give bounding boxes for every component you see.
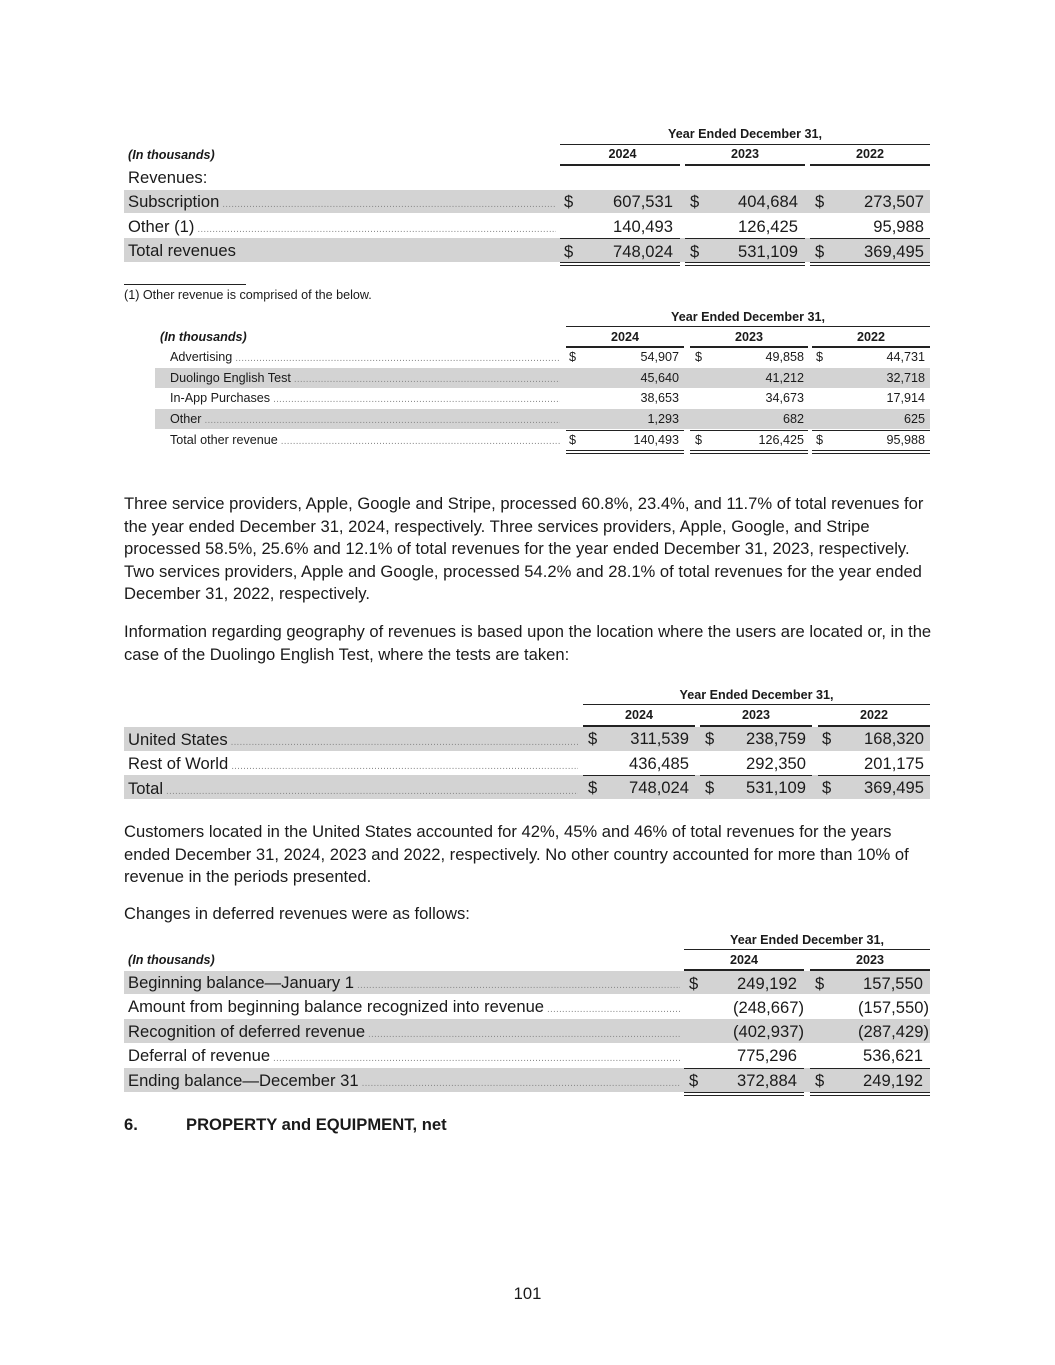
row-label: Other (1) ..... <box>128 217 556 237</box>
year-header: 2023 <box>734 330 764 344</box>
units-label: (In thousands) <box>128 148 215 162</box>
table-cell: 49,858 <box>765 350 804 364</box>
year-header: 2024 <box>624 708 654 722</box>
dollar-sign: $ <box>815 974 825 993</box>
dollar-sign: $ <box>822 729 832 748</box>
footnote: (1) Other revenue is comprised of the below. <box>124 288 372 302</box>
table-cell: 95,988 <box>873 217 924 236</box>
table-cell: 625 <box>903 412 925 426</box>
table-cell: 126,425 <box>758 433 804 447</box>
table-cell: 531,109 <box>738 242 798 261</box>
row-label: Total revenues <box>128 241 236 260</box>
dollar-sign: $ <box>822 778 832 797</box>
table-cell: 126,425 <box>738 217 798 236</box>
dollar-sign: $ <box>695 433 703 447</box>
table-cell: 54,907 <box>640 350 679 364</box>
table-header: Year Ended December 31, <box>670 310 825 324</box>
table-cell: 748,024 <box>613 242 673 261</box>
table-cell: 249,192 <box>737 974 797 993</box>
year-header: 2023 <box>855 953 885 967</box>
table-cell: 607,531 <box>613 192 673 211</box>
paragraph-deferred-intro: Changes in deferred revenues were as follows: <box>124 904 470 923</box>
table-cell: 369,495 <box>864 242 924 261</box>
year-header: 2024 <box>610 330 640 344</box>
row-label: Amount from beginning balance recognized into revenue ..... <box>128 997 680 1017</box>
table-cell: 536,621 <box>863 1046 923 1065</box>
table-cell: 32,718 <box>886 371 925 385</box>
row-label: Beginning balance—January 1 ..... <box>128 973 680 993</box>
year-header: 2022 <box>859 708 889 722</box>
dollar-sign: $ <box>705 729 715 748</box>
dollar-sign: $ <box>816 350 824 364</box>
table-cell: 95,988 <box>886 433 925 447</box>
section-number: 6. <box>124 1115 138 1134</box>
units-label: (In thousands) <box>128 953 215 967</box>
table-cell: (402,937) <box>732 1022 804 1041</box>
table-cell: 748,024 <box>629 778 689 797</box>
table-cell: 38,653 <box>640 391 679 405</box>
dollar-sign: $ <box>690 242 700 261</box>
paragraph-geography: Information regarding geography of revenues is based upon the location where the users are located or, in the case of the Duolingo English Test, where the tests are taken: <box>124 622 932 664</box>
row-label: Deferral of revenue ..... <box>128 1046 680 1066</box>
table-cell: 201,175 <box>864 754 924 773</box>
table-cell: 157,550 <box>863 974 923 993</box>
table-cell: 17,914 <box>886 391 925 405</box>
table-cell: 531,109 <box>746 778 806 797</box>
dollar-sign: $ <box>689 1071 699 1090</box>
page-number: 101 <box>513 1284 542 1303</box>
dollar-sign: $ <box>569 350 577 364</box>
dollar-sign: $ <box>689 974 699 993</box>
table-cell: 372,884 <box>737 1071 797 1090</box>
row-label: In-App Purchases ..... <box>170 391 560 405</box>
row-label: Total ..... <box>128 779 578 799</box>
dollar-sign: $ <box>588 778 598 797</box>
units-label: (In thousands) <box>160 330 247 344</box>
table-cell: 682 <box>782 412 804 426</box>
dollar-sign: $ <box>815 242 825 261</box>
section-title: PROPERTY and EQUIPMENT, net <box>186 1115 447 1134</box>
table-cell: 1,293 <box>647 412 679 426</box>
row-label: Subscription ..... <box>128 192 556 212</box>
year-header: 2022 <box>856 330 886 344</box>
dollar-sign: $ <box>569 433 577 447</box>
table-header: Year Ended December 31, <box>679 688 834 702</box>
table-header: Year Ended December 31, <box>729 933 884 947</box>
table-cell: (287,429) <box>857 1022 929 1041</box>
year-header: 2024 <box>729 953 759 967</box>
dollar-sign: $ <box>564 242 574 261</box>
row-label: Duolingo English Test ..... <box>170 371 560 385</box>
row-label: Rest of World ..... <box>128 754 578 774</box>
year-header: 2022 <box>855 147 885 161</box>
table-cell: 369,495 <box>864 778 924 797</box>
table-cell: 168,320 <box>864 729 924 748</box>
row-label: Recognition of deferred revenue ..... <box>128 1022 680 1042</box>
row-label: Other ..... <box>170 412 560 426</box>
year-header: 2024 <box>608 147 637 161</box>
paragraph-customers: Customers located in the United States accounted for 42%, 45% and 46% of total revenues for the years ended December 31, 2024, 2023 and 2022, respectively. No other country accounted for more than 10% of revenue in the periods presented. <box>124 822 909 886</box>
table-cell: 775,296 <box>737 1046 797 1065</box>
table-cell: 238,759 <box>746 729 806 748</box>
row-label: Total other revenue ..... <box>170 433 560 447</box>
table-cell: 249,192 <box>863 1071 923 1090</box>
year-header: 2023 <box>730 147 760 161</box>
dollar-sign: $ <box>705 778 715 797</box>
paragraph-service-providers: Three service providers, Apple, Google and Stripe, processed 60.8%, 23.4%, and 11.7% of total revenues for the year ended December 31, 2024, respectively. Three services providers, Apple, Google, and Stripe processed 58.5%, 25.6% and 12.1% of total revenues for the year ended December 31, 2023, respectively. Two services providers, Apple and Google, processed 54.2% and 28.1% of total revenues for the year ended December 31, 2022, respectively. <box>124 494 924 603</box>
row-label: Ending balance—December 31 ..... <box>128 1071 680 1091</box>
table-cell: 273,507 <box>864 192 924 211</box>
table-cell: 41,212 <box>765 371 804 385</box>
dollar-sign: $ <box>815 192 825 211</box>
table-cell: 140,493 <box>613 217 673 236</box>
row-label: Advertising ..... <box>170 350 560 364</box>
table-cell: 404,684 <box>738 192 798 211</box>
section-label: Revenues: <box>128 168 208 187</box>
table-cell: 44,731 <box>886 350 925 364</box>
dollar-sign: $ <box>695 350 703 364</box>
table-cell: 45,640 <box>640 371 679 385</box>
year-header: 2023 <box>741 708 771 722</box>
table-cell: 34,673 <box>765 391 804 405</box>
table-cell: (248,667) <box>732 998 804 1017</box>
row-label: United States ..... <box>128 730 578 750</box>
table-cell: 436,485 <box>629 754 689 773</box>
dollar-sign: $ <box>690 192 700 211</box>
dollar-sign: $ <box>588 729 598 748</box>
table-header: Year Ended December 31, <box>667 127 822 141</box>
table-cell: 292,350 <box>746 754 806 773</box>
table-cell: (157,550) <box>857 998 929 1017</box>
dollar-sign: $ <box>564 192 574 211</box>
dollar-sign: $ <box>816 433 824 447</box>
table-cell: 311,539 <box>630 729 689 748</box>
footnote-rule <box>124 284 246 285</box>
table-cell: 140,493 <box>633 433 679 447</box>
dollar-sign: $ <box>815 1071 825 1090</box>
